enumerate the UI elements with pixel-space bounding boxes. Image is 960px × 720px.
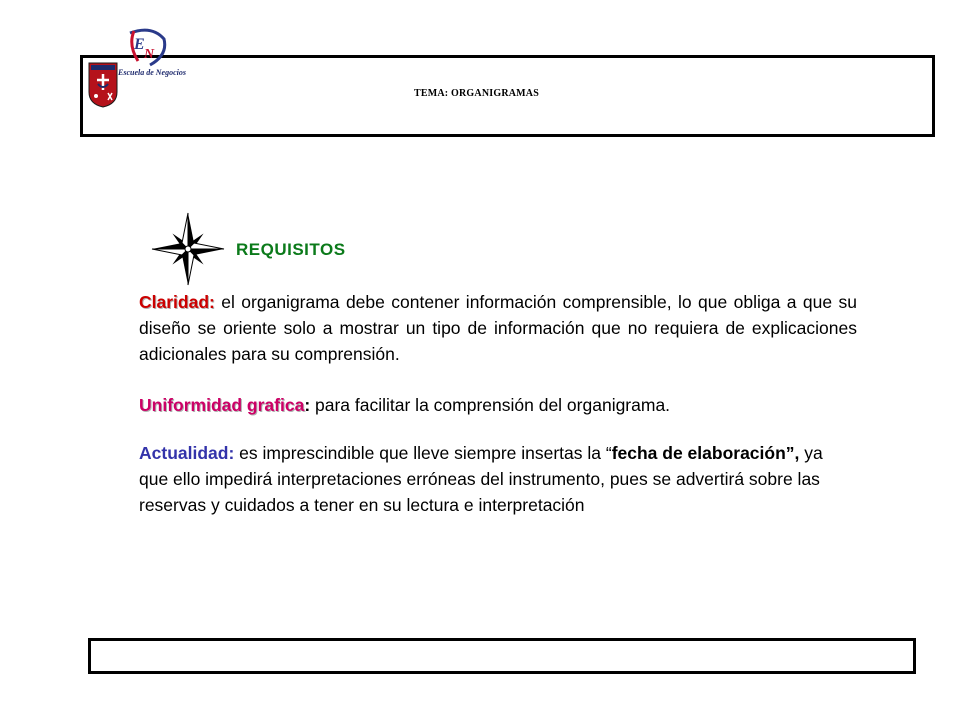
actualidad-bold-phrase: fecha de elaboración”, (611, 443, 800, 463)
svg-text:E: E (134, 36, 145, 53)
uniformidad-label: Uniformidad grafica (139, 395, 305, 415)
logo-text: Escuela de Negocios (118, 68, 186, 77)
compass-rose-icon (150, 211, 226, 292)
actualidad-label: Actualidad: (139, 443, 235, 463)
shield-icon (88, 62, 118, 113)
actualidad-text-after: ya que ello impedirá interpretaciones erróneas del instrumento, pues se advertirá sobre las reservas y cuidados a tener en su lectura e interpretación (139, 443, 823, 515)
claridad-label: Claridad: (139, 292, 215, 312)
claridad-paragraph (139, 289, 857, 367)
actualidad-paragraph (139, 440, 839, 518)
actualidad-text-before: es imprescindible que lleve siempre insertas la “ (234, 443, 612, 463)
section-title: REQUISITOS (236, 240, 346, 259)
logo-monogram-icon (124, 25, 168, 74)
footer-frame (88, 638, 916, 674)
uniformidad-text: para facilitar la comprensión del organigrama. (310, 395, 671, 415)
uniformidad-colon: : (304, 395, 311, 415)
page-title: TEMA: ORGANIGRAMAS (414, 88, 539, 99)
uniformidad-paragraph (139, 392, 857, 418)
svg-text:N: N (144, 47, 155, 62)
claridad-text: el organigrama debe contener información comprensible, lo que obliga a que su diseño se oriente solo a mostrar un tipo de información que no requiera de explicaciones adicionales para su comprensión. (139, 292, 857, 364)
